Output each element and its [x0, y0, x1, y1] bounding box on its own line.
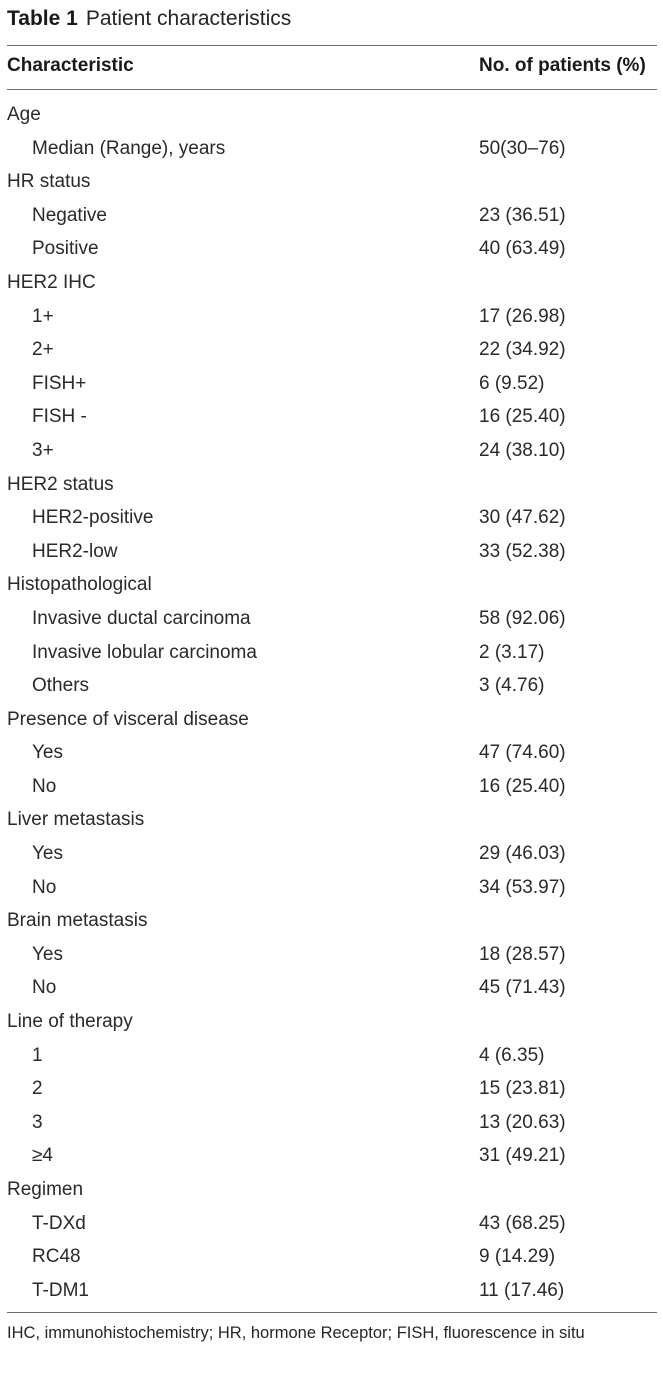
section-label: HER2 status	[7, 473, 114, 495]
row-label: Negative	[32, 204, 107, 226]
table-section-row	[0, 165, 663, 199]
row-value: 6 (9.52)	[479, 372, 545, 394]
row-label: FISH -	[32, 406, 87, 428]
row-value: 31 (49.21)	[479, 1145, 566, 1167]
row-value: 15 (23.81)	[479, 1078, 566, 1100]
table-row	[0, 1072, 663, 1106]
table-row	[0, 501, 663, 535]
table-row	[0, 535, 663, 569]
row-value: 58 (92.06)	[479, 607, 566, 629]
table-row	[0, 1274, 663, 1308]
table-label: Table 1	[7, 7, 78, 30]
section-label: Brain metastasis	[7, 910, 148, 932]
row-value: 30 (47.62)	[479, 507, 566, 529]
table-row	[0, 736, 663, 770]
section-label: Age	[7, 104, 41, 125]
table-row	[0, 938, 663, 972]
table-row	[0, 837, 663, 871]
row-label: No	[32, 876, 57, 898]
row-value: 40 (63.49)	[479, 238, 566, 260]
row-label: Median (Range), years	[32, 137, 226, 159]
table-row	[0, 333, 663, 367]
row-label: T-DXd	[32, 1212, 86, 1234]
row-value: 22 (34.92)	[479, 339, 566, 361]
table-row	[0, 669, 663, 703]
row-label: 2+	[32, 339, 54, 361]
row-label: Yes	[32, 742, 63, 764]
row-label: ≥4	[32, 1145, 53, 1167]
row-label: Invasive ductal carcinoma	[32, 607, 251, 629]
table-row	[0, 367, 663, 401]
row-label: Yes	[32, 943, 63, 965]
section-label: Regimen	[7, 1179, 84, 1200]
header-characteristic: Characteristic	[7, 55, 134, 76]
table-row	[0, 199, 663, 233]
row-label: 3	[32, 1111, 43, 1133]
table-row	[0, 232, 663, 266]
row-value: 24 (38.10)	[479, 439, 566, 461]
row-value: 34 (53.97)	[479, 876, 566, 898]
row-label: No	[32, 775, 57, 797]
row-value: 29 (46.03)	[479, 843, 566, 865]
table-row	[0, 770, 663, 804]
section-label: Line of therapy	[7, 1011, 133, 1033]
header-patients: No. of patients (%)	[479, 55, 646, 76]
table-section-row	[0, 468, 663, 502]
row-label: Others	[32, 675, 90, 697]
row-value: 43 (68.25)	[479, 1212, 566, 1234]
table-section-row	[0, 1005, 663, 1039]
table-row	[0, 971, 663, 1005]
row-label: 1+	[32, 305, 54, 327]
table-row	[0, 1106, 663, 1140]
table-row	[0, 602, 663, 636]
row-label: T-DM1	[32, 1279, 89, 1301]
row-value: 13 (20.63)	[479, 1111, 566, 1133]
row-value: 11 (17.46)	[479, 1279, 565, 1301]
section-label: Liver metastasis	[7, 809, 145, 831]
row-label: 1	[32, 1044, 43, 1066]
row-label: No	[32, 977, 57, 999]
section-label: HR status	[7, 171, 91, 193]
row-value: 18 (28.57)	[479, 943, 566, 965]
row-value: 17 (26.98)	[479, 305, 566, 327]
table-row	[0, 300, 663, 334]
bottom-rule	[7, 1312, 657, 1313]
row-value: 47 (74.60)	[479, 742, 566, 764]
row-label: RC48	[32, 1246, 81, 1268]
row-value: 23 (36.51)	[479, 204, 566, 226]
row-value: 50(30–76)	[479, 137, 566, 159]
table-section-row	[0, 803, 663, 837]
table-row	[0, 400, 663, 434]
table-row	[0, 1139, 663, 1173]
row-value: 3 (4.76)	[479, 675, 545, 697]
row-value: 16 (25.40)	[479, 775, 566, 797]
row-label: 3+	[32, 439, 54, 461]
row-label: HER2-positive	[32, 507, 154, 529]
header-rule	[7, 89, 657, 90]
table-row	[0, 636, 663, 670]
row-value: 45 (71.43)	[479, 977, 566, 999]
table-row	[0, 1039, 663, 1073]
row-label: FISH+	[32, 372, 87, 394]
section-label: Histopathological	[7, 574, 152, 596]
table-row	[0, 434, 663, 468]
row-value: 4 (6.35)	[479, 1044, 545, 1066]
row-label: Yes	[32, 843, 63, 865]
table-section-row	[0, 266, 663, 300]
row-value: 33 (52.38)	[479, 540, 566, 562]
table-section-row	[0, 703, 663, 737]
section-label: HER2 IHC	[7, 271, 96, 293]
section-label: Presence of visceral disease	[7, 708, 249, 730]
table-section-row	[0, 568, 663, 602]
table-header	[0, 46, 663, 89]
row-label: 2	[32, 1078, 43, 1100]
row-value: 9 (14.29)	[479, 1246, 556, 1268]
table-row	[0, 132, 663, 166]
table-section-row	[0, 1173, 663, 1207]
row-value: 16 (25.40)	[479, 406, 566, 428]
table-row	[0, 1207, 663, 1241]
table-footnote: IHC, immunohistochemistry; HR, hormone Receptor; FISH, fluorescence in situ	[7, 1324, 585, 1342]
table-caption	[7, 7, 291, 31]
table-row	[0, 1240, 663, 1274]
table-body	[0, 98, 663, 1307]
table-title: Patient characteristics	[85, 7, 292, 30]
table-row	[0, 871, 663, 905]
row-value: 2 (3.17)	[479, 641, 545, 663]
row-label: Invasive lobular carcinoma	[32, 641, 257, 663]
row-label: Positive	[32, 238, 99, 260]
table-section-row	[0, 904, 663, 938]
row-label: HER2-low	[32, 540, 118, 562]
table-section-row	[0, 98, 663, 132]
